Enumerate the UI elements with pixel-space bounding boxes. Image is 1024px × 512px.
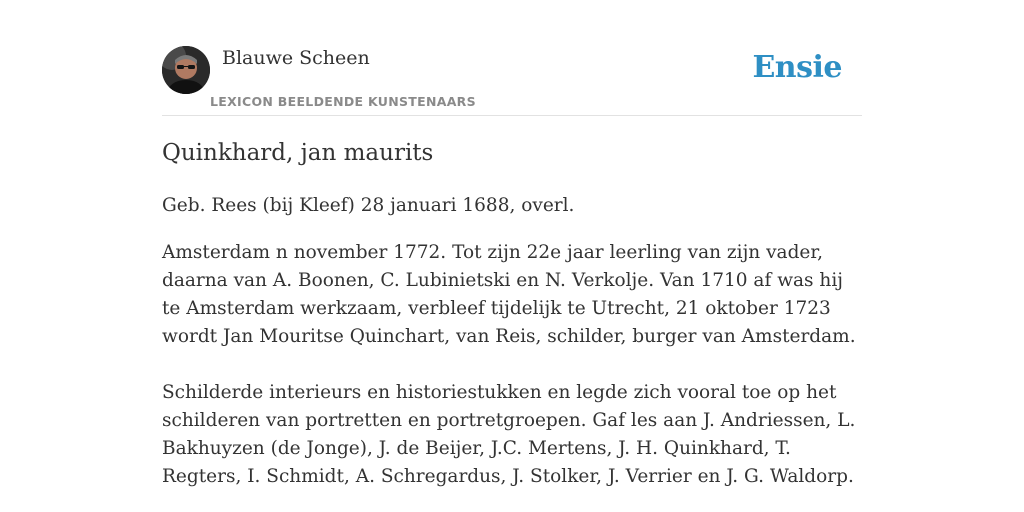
author-name[interactable]: Blauwe Scheen bbox=[222, 47, 370, 69]
entry-paragraph-1: Amsterdam n november 1772. Tot zijn 22e jaar leerling van zijn vader, daarna van A. Boonen, C. Lubinietski en N. Verkolje. Van 1710 af was hij te Amsterdam werkzaam, verbleef tijdelijk te Utrecht, 21 oktober 1723 wordt Jan Mouritse Quinchart, van Reis, schilder, burger van Amsterdam. bbox=[162, 242, 856, 347]
author-avatar-photo-icon bbox=[162, 46, 210, 94]
author-avatar[interactable] bbox=[162, 46, 210, 94]
entry-title: Quinkhard, jan maurits bbox=[162, 140, 434, 166]
entry-body bbox=[162, 192, 867, 491]
source-label[interactable]: LEXICON BEELDENDE KUNSTENAARS bbox=[210, 94, 476, 109]
entry-header bbox=[162, 46, 862, 116]
brand-logo[interactable]: Ensie bbox=[752, 50, 842, 85]
entry-intro: Geb. Rees (bij Kleef) 28 januari 1688, overl. bbox=[162, 195, 575, 216]
entry-paragraph-2: Schilderde interieurs en historiestukken en legde zich vooral toe op het schilderen van portretten en portretgroepen. Gaf les aan J. Andriessen, L. Bakhuyzen (de Jonge), J. de Beijer, J.C. Mertens, J. H. Quinkhard, T. Regters, I. Schmidt, A. Schregardus, J. Stolker, J. Verrier en J. G. Waldorp. bbox=[162, 382, 856, 487]
paragraph-spacer bbox=[162, 351, 867, 379]
header-divider bbox=[162, 115, 862, 116]
